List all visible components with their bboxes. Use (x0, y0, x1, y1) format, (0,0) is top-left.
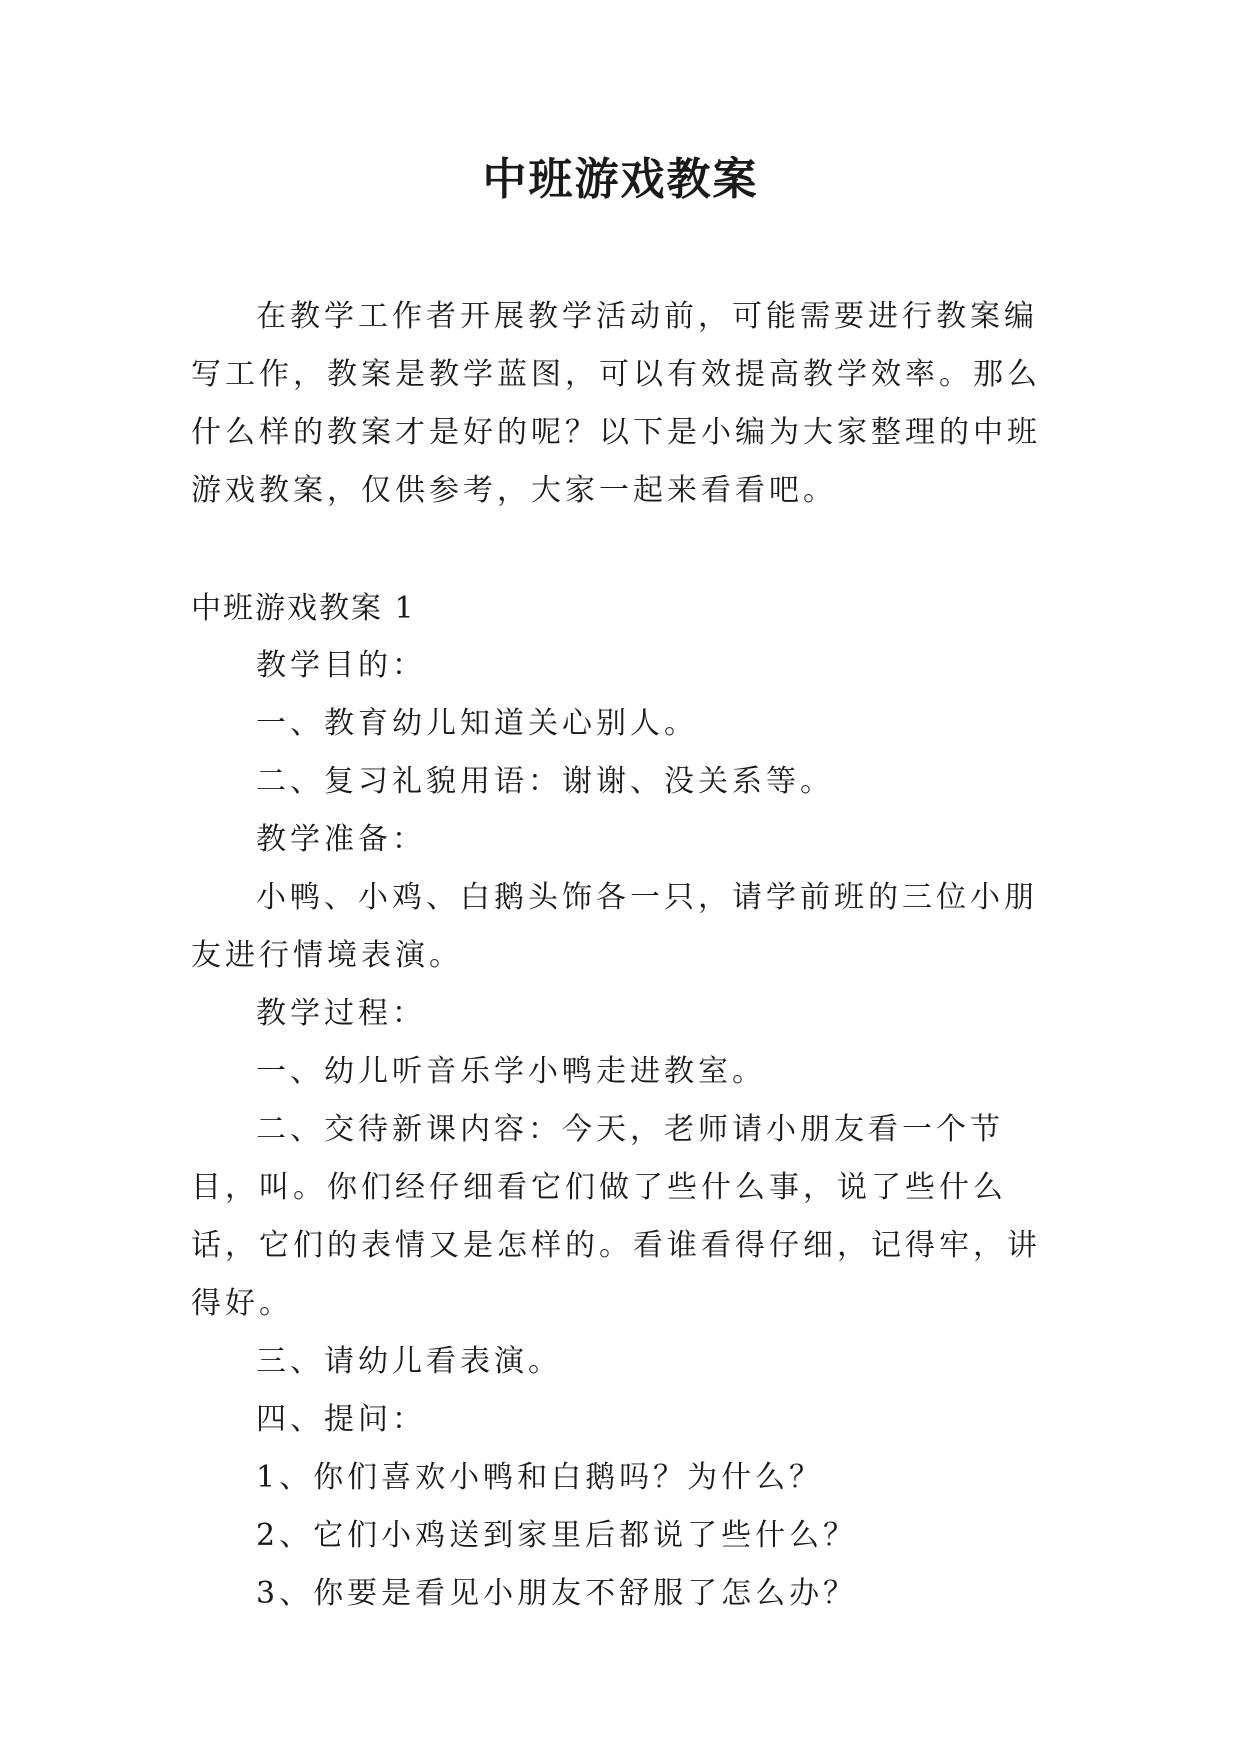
paragraph-questions-heading: 四、提问： (256, 1402, 426, 1437)
paragraph-process-2: 二、交待新课内容：今天，老师请小朋友看一个节目，叫。你们经仔细看它们做了些什么事，说了些什么话，它们的表情又是怎样的。看谁看得仔细，记得牢，讲得好。 (191, 1112, 1041, 1321)
paragraph-process-3: 三、请幼儿看表演。 (256, 1344, 562, 1379)
paragraph-teaching-goals-heading: 教学目的： (256, 648, 426, 683)
paragraph-goal-1: 一、教育幼儿知道关心别人。 (256, 706, 698, 741)
paragraph-process-heading: 教学过程： (256, 996, 426, 1031)
paragraph-goal-2: 二、复习礼貌用语：谢谢、没关系等。 (256, 764, 834, 799)
paragraph-preparation-heading: 教学准备： (256, 822, 426, 857)
paragraph-question-2: 2、它们小鸡送到家里后都说了些什么？ (256, 1518, 858, 1553)
document-title: 中班游戏教案 (482, 154, 759, 205)
paragraph-question-3: 3、你要是看见小朋友不舒服了怎么办？ (256, 1576, 858, 1611)
paragraph-question-1: 1、你们喜欢小鸭和白鹅吗？为什么？ (256, 1460, 824, 1495)
paragraph-process-1: 一、幼儿听音乐学小鸭走进教室。 (256, 1054, 766, 1089)
section-heading: 中班游戏教案 1 (191, 591, 416, 626)
paragraph-preparation: 小鸭、小鸡、白鹅头饰各一只，请学前班的三位小朋友进行情境表演。 (191, 880, 1038, 973)
section-body (191, 637, 1071, 1623)
intro-paragraph: 在教学工作者开展教学活动前，可能需要进行教案编写工作，教案是教学蓝图，可以有效提高教学效率。那么什么样的教案才是好的呢？以下是小编为大家整理的中班游戏教案，仅供参考，大家一起来看看吧。 (191, 299, 1041, 508)
